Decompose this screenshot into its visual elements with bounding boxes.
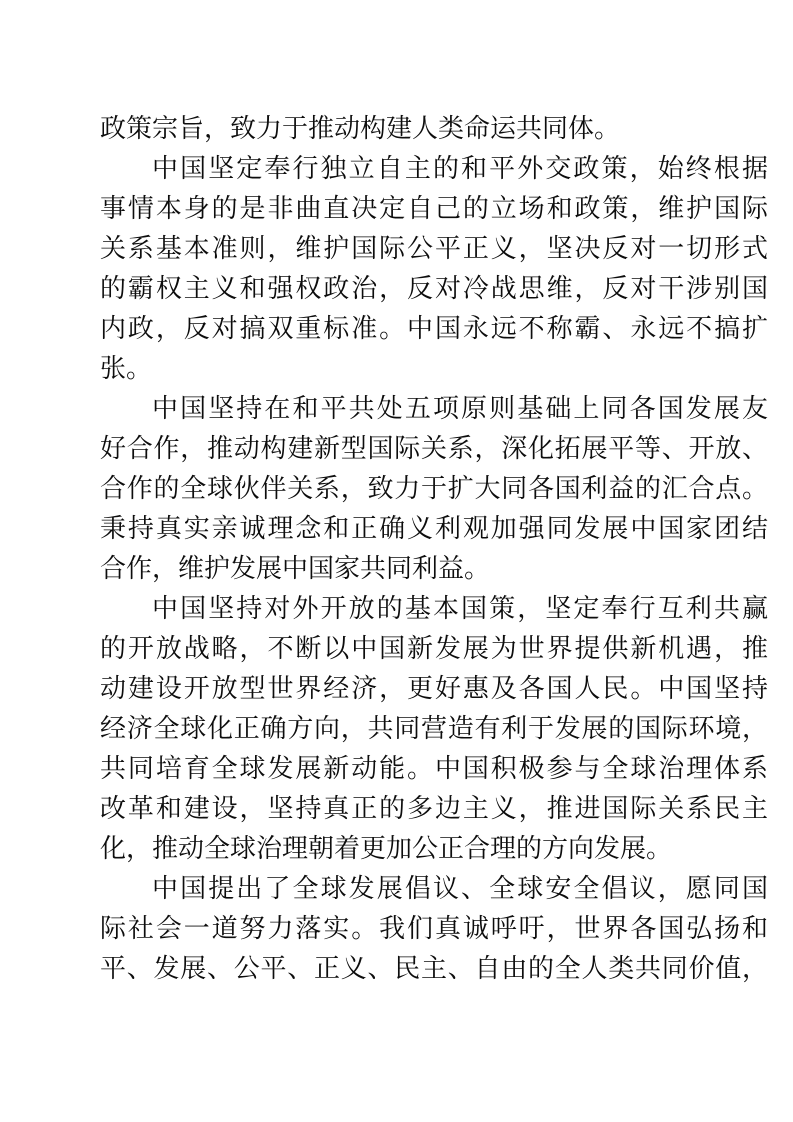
- text-line: 际社会一道努力落实。我们真诚呼吁，世界各国弘扬和: [100, 914, 768, 943]
- text-line: 化，推动全球治理朝着更加公正合理的方向发展。: [100, 834, 673, 863]
- text-line: 动建设开放型世界经济，更好惠及各国人民。中国坚持: [100, 674, 768, 703]
- text-line: 平、发展、公平、正义、民主、自由的全人类共同价值，: [100, 954, 768, 983]
- text-line: 中国坚持对外开放的基本国策，坚定奉行互利共赢: [152, 594, 768, 623]
- text-line: 关系基本准则，维护国际公平正义，坚决反对一切形式: [100, 234, 768, 263]
- text-block: [100, 109, 768, 989]
- text-line: 的开放战略，不断以中国新发展为世界提供新机遇，推: [100, 634, 768, 663]
- text-line: 合作，维护发展中国家共同利益。: [100, 554, 491, 583]
- text-line: 的霸权主义和强权政治，反对冷战思维，反对干涉别国: [100, 274, 768, 303]
- text-line: 合作的全球伙伴关系，致力于扩大同各国利益的汇合点。: [100, 474, 768, 503]
- text-line: 共同培育全球发展新动能。中国积极参与全球治理体系: [100, 754, 768, 783]
- text-line: 秉持真实亲诚理念和正确义利观加强同发展中国家团结: [100, 514, 768, 543]
- text-line: 好合作，推动构建新型国际关系，深化拓展平等、开放、: [100, 434, 768, 463]
- text-line: 中国坚持在和平共处五项原则基础上同各国发展友: [152, 394, 768, 423]
- text-line: 张。: [100, 354, 153, 383]
- text-line: 中国提出了全球发展倡议、全球安全倡议，愿同国: [152, 874, 768, 903]
- text-line: 内政，反对搞双重标准。中国永远不称霸、永远不搞扩: [100, 314, 768, 343]
- text-line: 政策宗旨，致力于推动构建人类命运共同体。: [100, 114, 621, 143]
- text-line: 经济全球化正确方向，共同营造有利于发展的国际环境，: [100, 714, 768, 743]
- text-line: 事情本身的是非曲直决定自己的立场和政策，维护国际: [100, 194, 768, 223]
- text-line: 改革和建设，坚持真正的多边主义，推进国际关系民主: [100, 794, 768, 823]
- text-line: 中国坚定奉行独立自主的和平外交政策，始终根据: [152, 154, 768, 183]
